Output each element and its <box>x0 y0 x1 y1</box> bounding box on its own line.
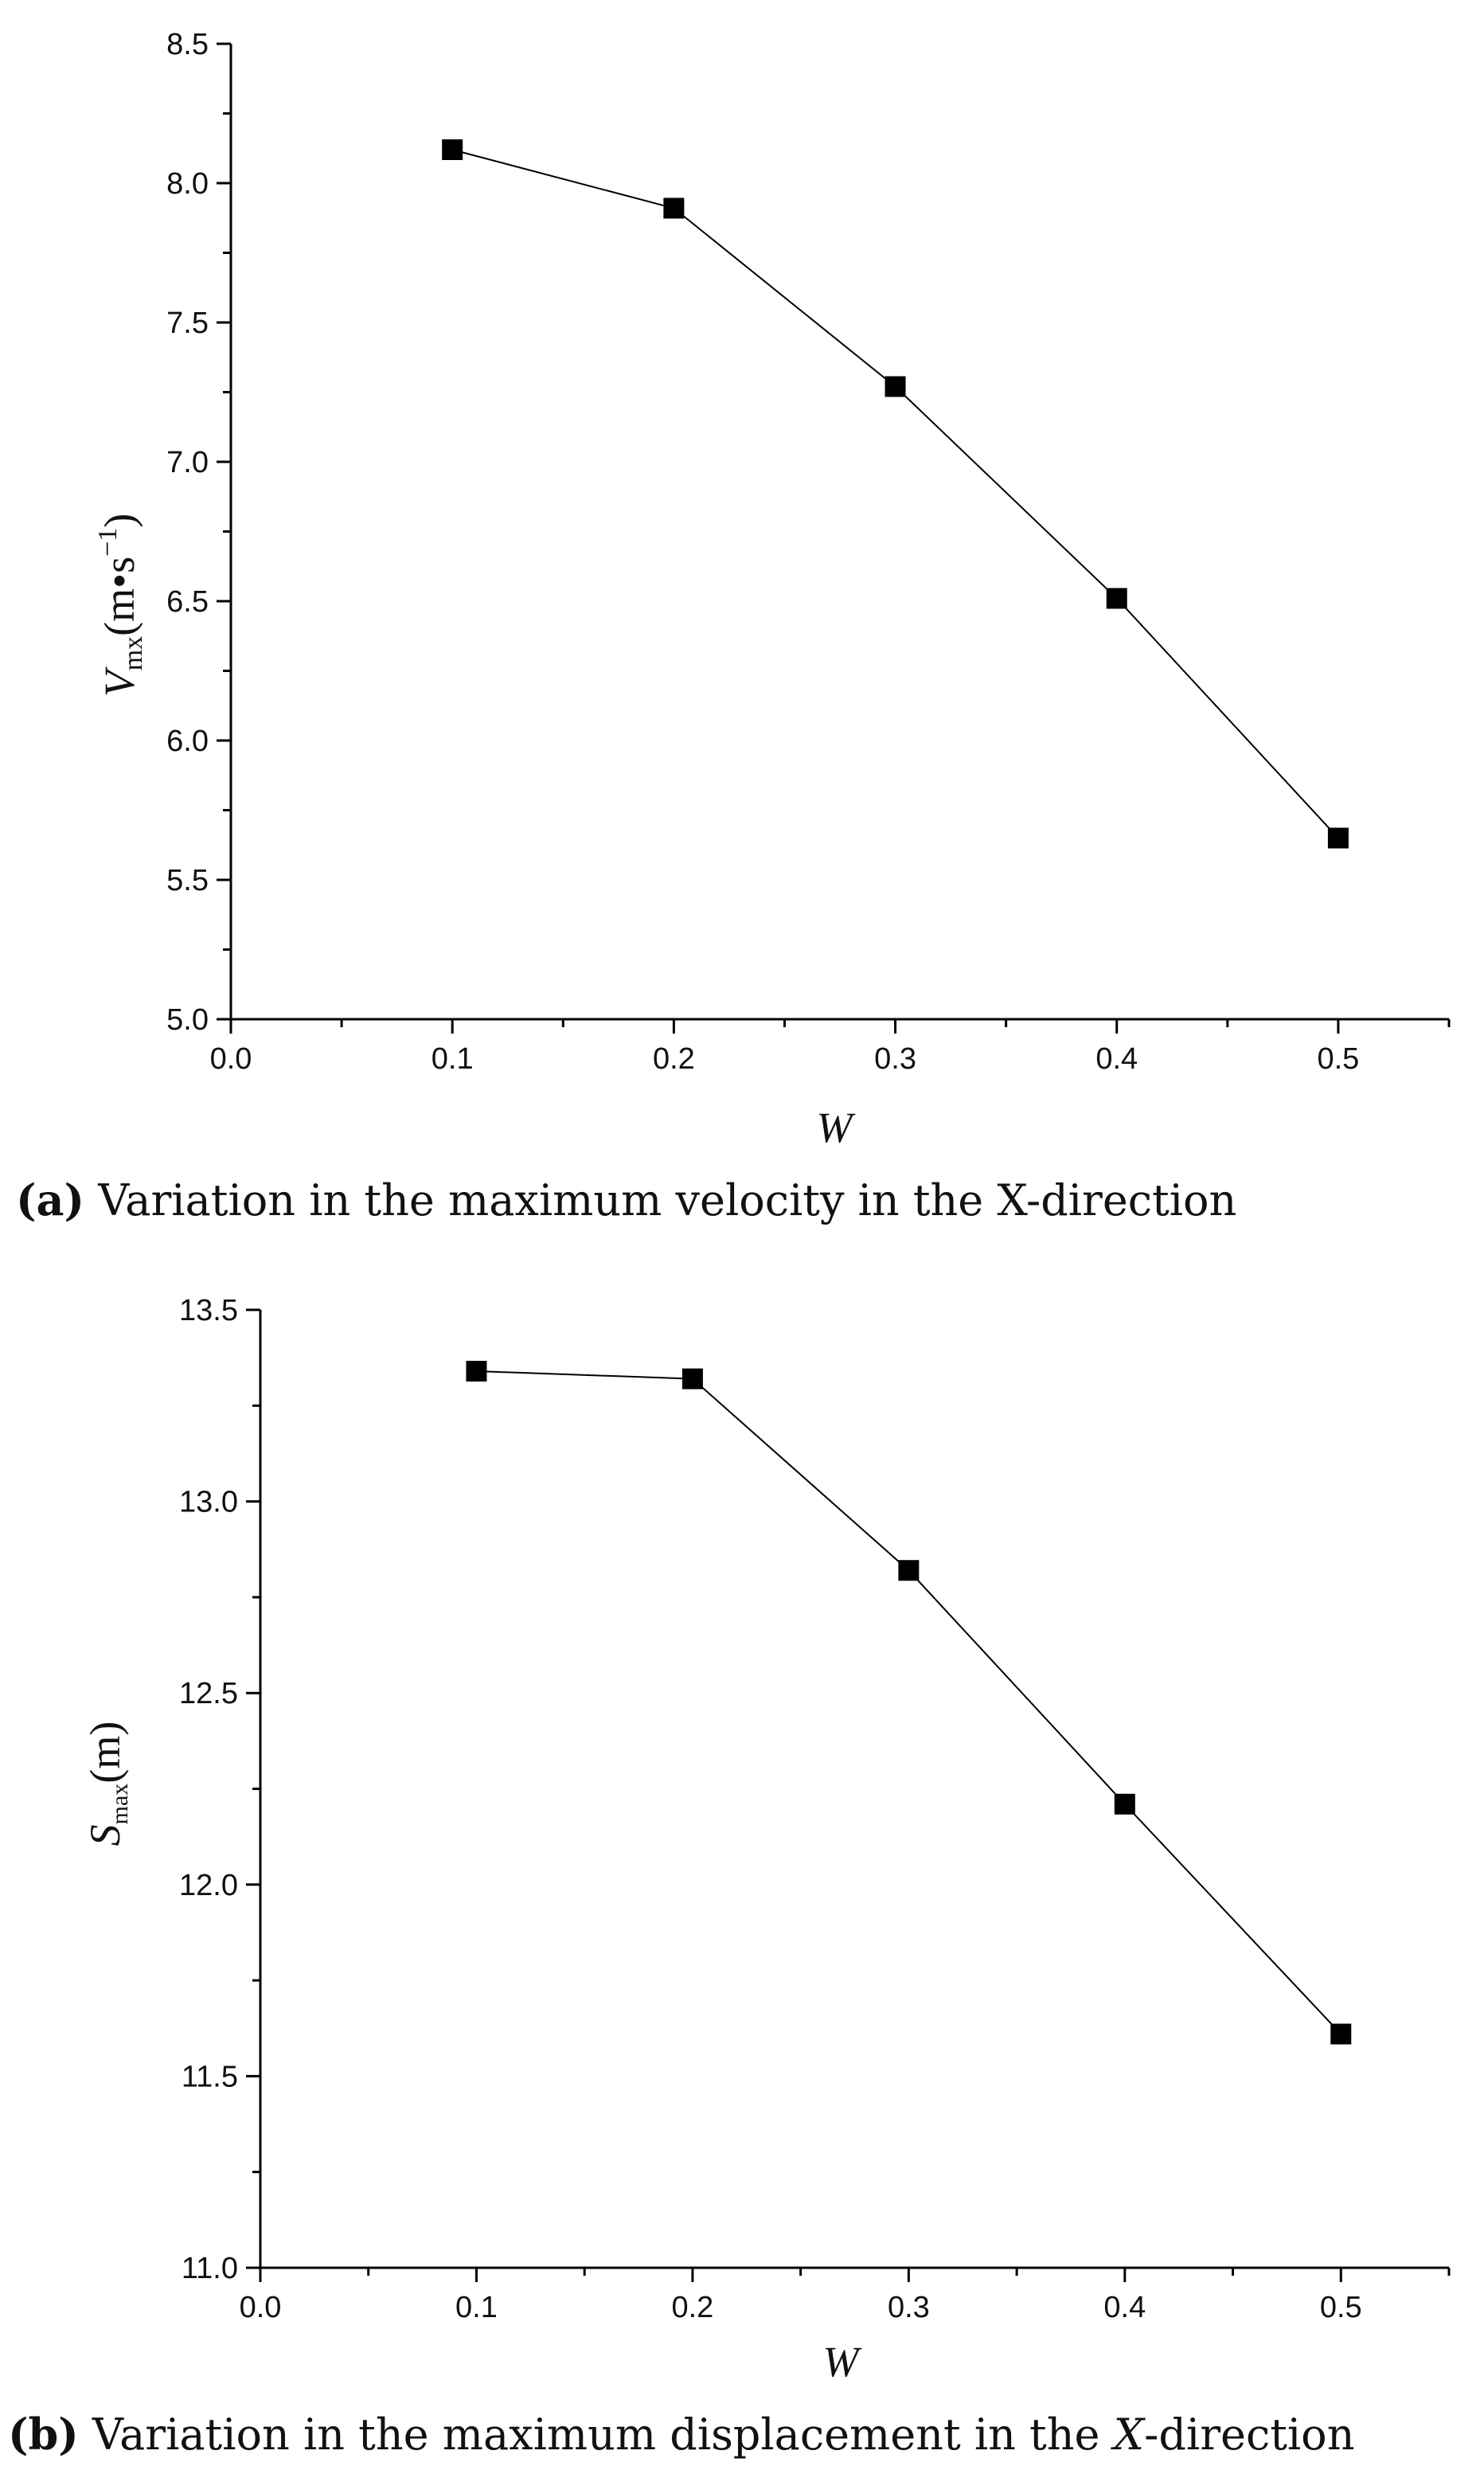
data-point-marker <box>1115 1794 1135 1815</box>
chart-b-series <box>466 1361 1351 2044</box>
data-point-marker <box>1328 828 1349 849</box>
x-tick-label: 0.2 <box>671 2291 714 2324</box>
x-tick-label: 0.5 <box>1317 1042 1360 1076</box>
chart-a <box>16 28 1449 1225</box>
x-tick-label: 0.4 <box>1095 1042 1138 1076</box>
chart-a-y-axis-title: $Vmx(m•s^{-1})$ <box>93 513 148 698</box>
chart-a-x-axis-title: W <box>816 1104 853 1151</box>
y-tick-label: 13.5 <box>179 1294 238 1327</box>
x-tick-label: 0.3 <box>887 2291 930 2324</box>
chart-a-caption: (a) Variation in the maximum velocity in the X-direction <box>16 1174 1237 1225</box>
y-tick-label: 5.0 <box>166 1003 209 1037</box>
x-tick-label: 0.0 <box>209 1042 252 1076</box>
y-tick-label: 11.5 <box>181 2060 238 2094</box>
data-point-marker <box>1330 2023 1351 2044</box>
chart-a-series <box>442 139 1349 849</box>
x-tick-label: 0.1 <box>431 1042 474 1076</box>
y-tick-label: 11.0 <box>181 2252 238 2285</box>
x-tick-label: 0.0 <box>239 2291 282 2324</box>
y-tick-label: 7.5 <box>166 307 209 340</box>
chart-b-axes <box>260 1310 1449 2268</box>
data-point-marker <box>682 1369 703 1389</box>
y-tick-label: 13.0 <box>179 1485 238 1519</box>
chart-b-y-ticks <box>179 1294 260 2285</box>
y-tick-label: 12.5 <box>179 1677 238 1711</box>
x-tick-label: 0.1 <box>455 2291 498 2324</box>
series-line <box>452 150 1338 838</box>
y-tick-label: 7.0 <box>166 446 209 479</box>
x-tick-label: 0.2 <box>652 1042 695 1076</box>
chart-b-y-axis-title: Smax(m) <box>81 1721 133 1847</box>
y-tick-label: 6.5 <box>166 585 209 619</box>
chart-a-x-ticks <box>210 1019 1449 1076</box>
x-tick-label: 0.3 <box>874 1042 916 1076</box>
y-tick-label: 8.5 <box>166 28 209 61</box>
chart-b-caption: (b) Variation in the maximum displacement in the X-direction <box>8 2409 1355 2460</box>
y-tick-label: 8.0 <box>166 167 209 201</box>
chart-b-x-ticks <box>240 2268 1449 2324</box>
chart-b-x-axis-title: W <box>822 2338 859 2386</box>
x-tick-label: 0.5 <box>1319 2291 1362 2324</box>
y-tick-label: 6.0 <box>166 725 209 758</box>
chart-a-axes <box>231 44 1449 1019</box>
y-tick-label: 12.0 <box>179 1868 238 1902</box>
data-point-marker <box>466 1361 486 1382</box>
chart-a-y-ticks <box>166 28 231 1037</box>
data-point-marker <box>442 139 463 160</box>
data-point-marker <box>885 377 906 397</box>
data-point-marker <box>663 198 684 219</box>
series-line <box>476 1371 1341 2034</box>
x-tick-label: 0.4 <box>1103 2291 1146 2324</box>
data-point-marker <box>1107 588 1127 609</box>
data-point-marker <box>898 1560 919 1581</box>
y-tick-label: 5.5 <box>166 864 209 897</box>
chart-b <box>8 1294 1449 2460</box>
